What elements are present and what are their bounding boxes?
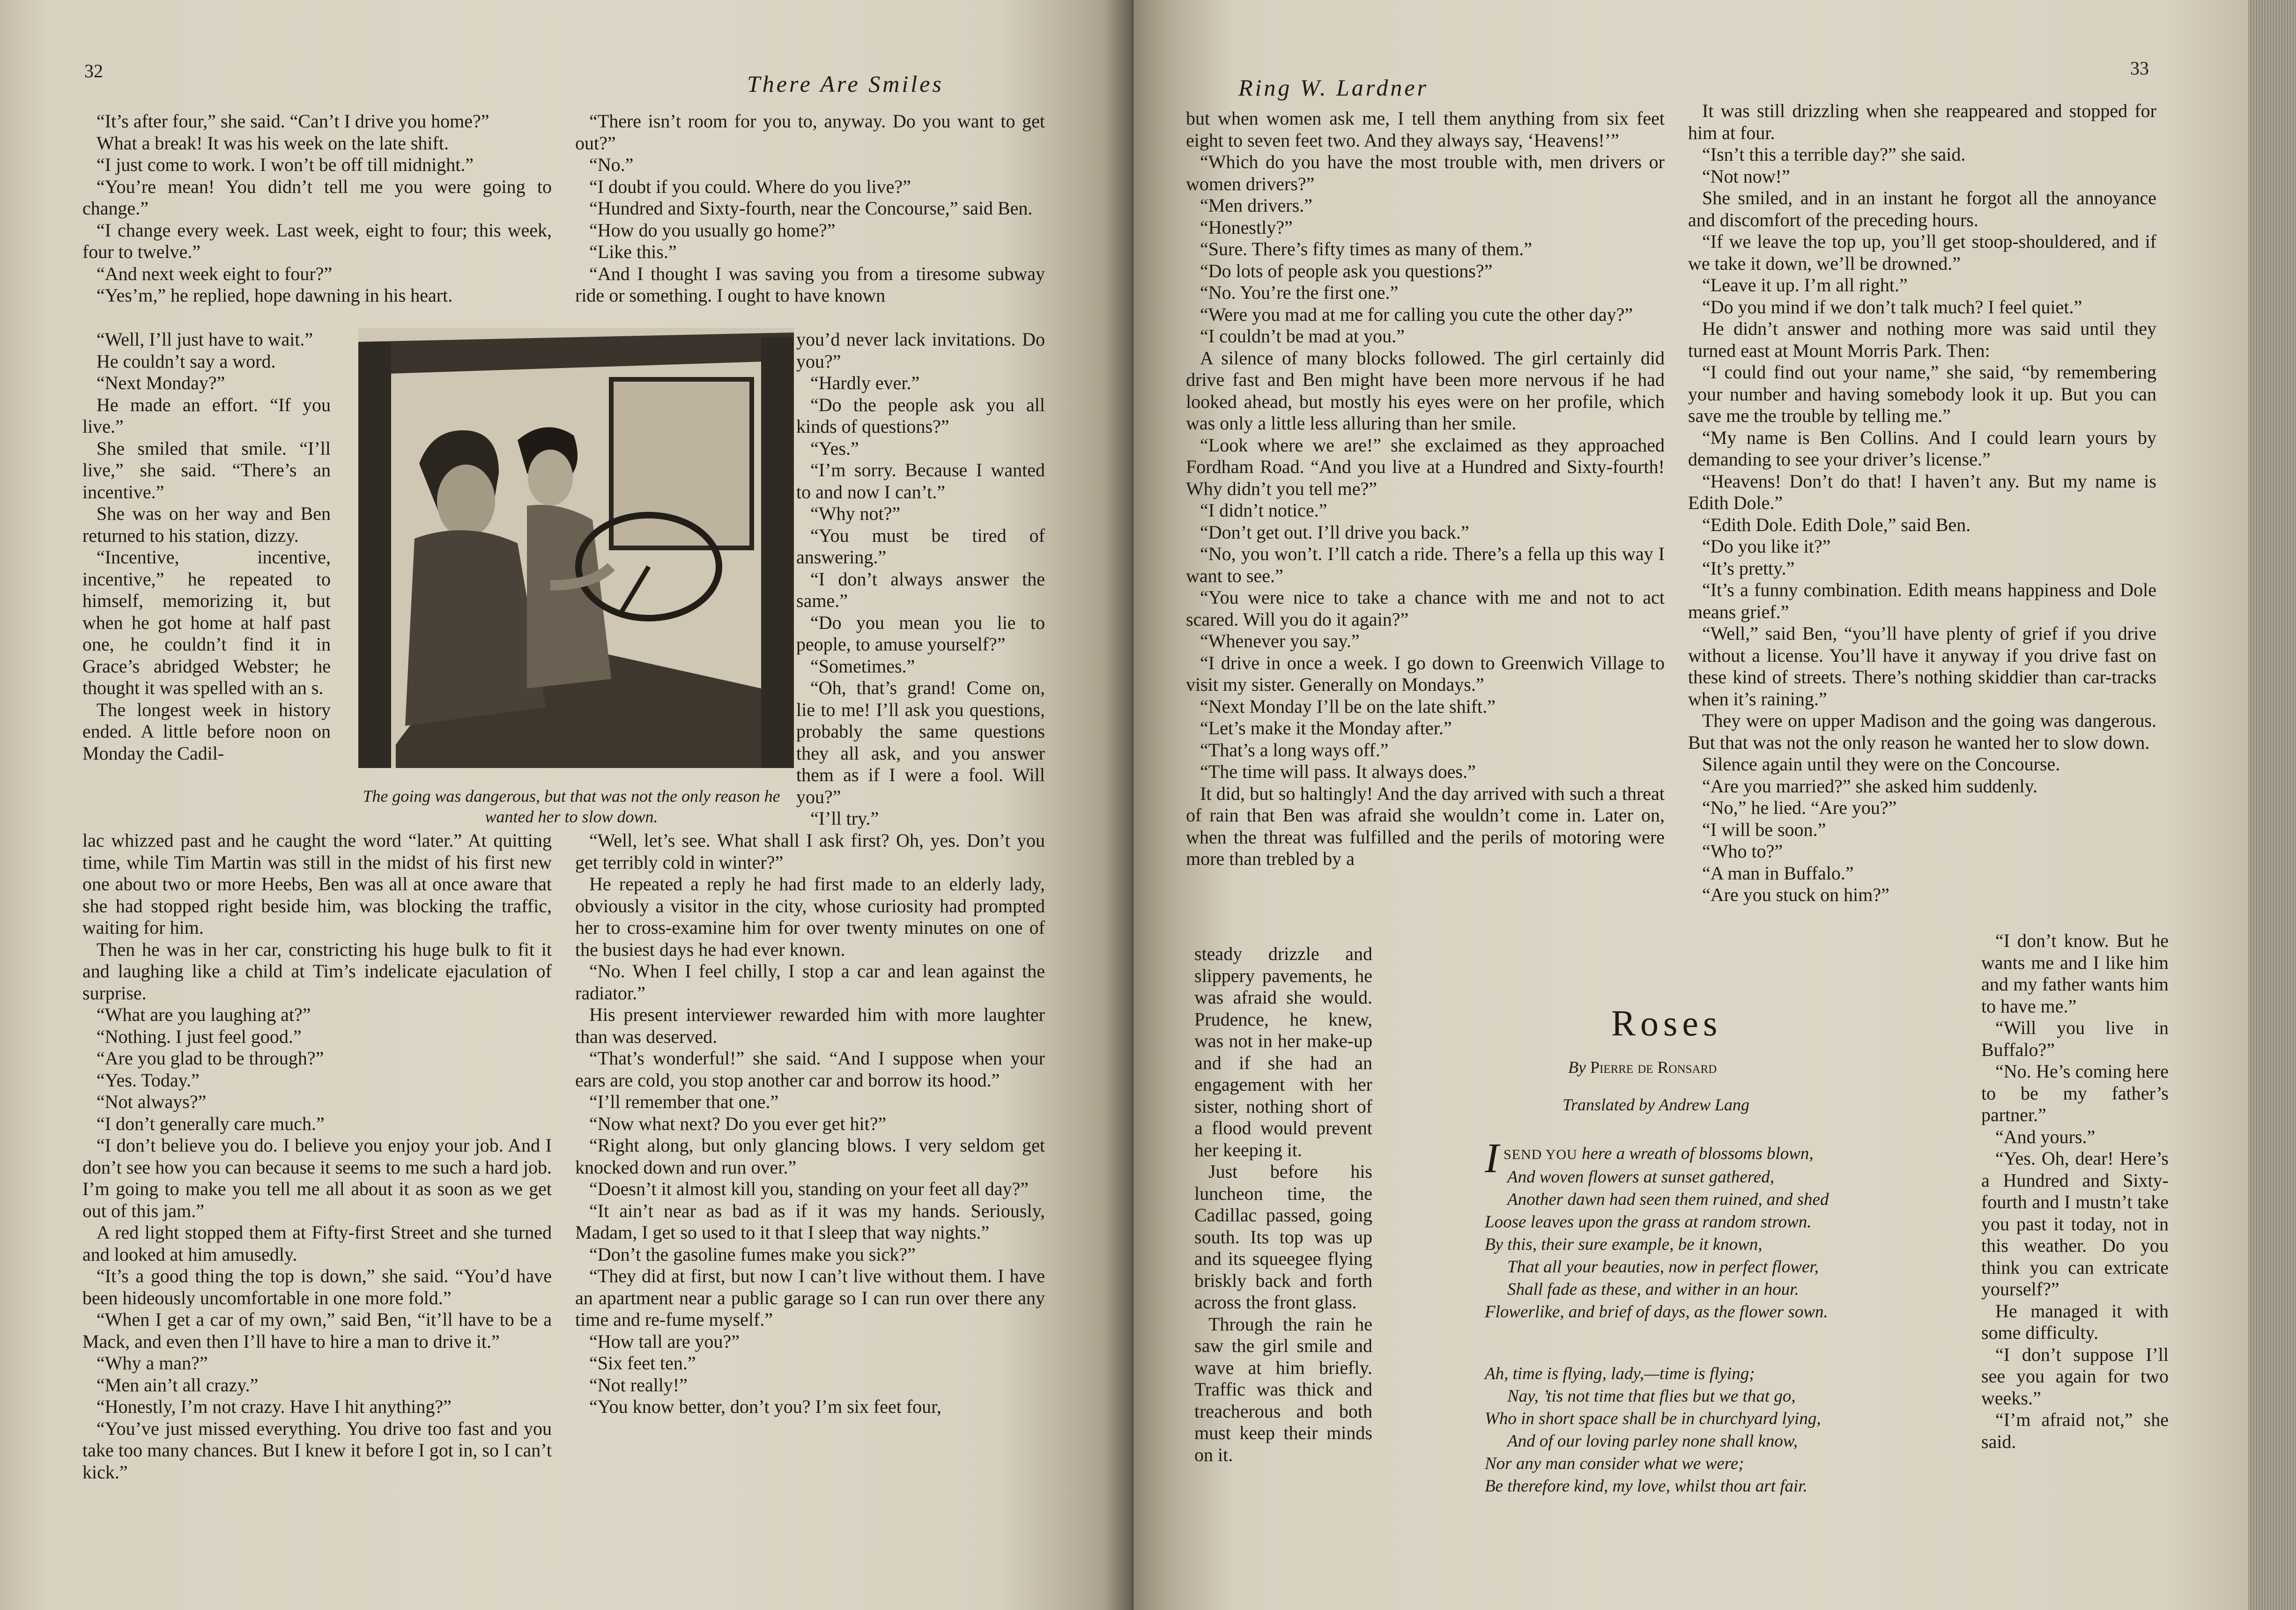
paragraph: Just before his luncheon time, the Cadillac passed, going south. Its top was up and its squeegee flying briskly back and forth across the front glass. [1194,1161,1372,1313]
paragraph: “I’m sorry. Because I wanted to and now I can’t.” [796,459,1045,502]
paragraph: He managed it with some difficulty. [1981,1300,2169,1343]
left-page [0,0,1133,1610]
paragraph: “It’s a good thing the top is down,” she said. “You’d have been hideously uncomfortable in one more fold.” [82,1265,552,1308]
page-edges [2248,0,2296,1610]
paragraph: He repeated a reply he had first made to an elderly lady, obviously a visitor in the city, whose curiosity had prompted her to cross-examine him for over twenty minutes on one of the busiest days he had ever known. [575,873,1045,960]
running-head-left: There Are Smiles [747,71,944,97]
col1-bottom [82,830,552,1483]
paragraph: He couldn’t say a word. [96,350,276,372]
poem-line: Nor any man consider what we were; [1485,1454,1744,1473]
paragraph: She was on her way and Ben returned to his station, dizzy. [82,503,331,546]
paragraph: “That’s a long ways off.” [1200,739,1389,761]
paragraph: “I don’t generally care much.” [96,1113,325,1134]
paragraph: “Are you stuck on him?” [1702,884,1889,905]
col2-narrow [796,329,1045,830]
col3-top [1186,108,1665,870]
paragraph: “Like this.” [589,241,677,262]
poem-line: And woven flowers at sunset gathered, [1507,1167,1775,1187]
poem-line: Who in short space shall be in churchyard lying, [1485,1409,1821,1428]
byline-by: By [1568,1058,1586,1077]
col3-narrow [1194,943,1372,1466]
paragraph: “Look where we are!” she exclaimed as they approached Fordham Road. “And you live at a Hundred and Sixty-fourth! Why didn’t you tell me?” [1186,434,1665,499]
poem-byline [1568,1057,1717,1077]
paragraph: “What are you laughing at?” [96,1004,311,1025]
paragraph: Through the rain he saw the girl smile and wave at him briefly. Traffic was thick and treacherous and both must keep their minds on it. [1194,1313,1372,1465]
paragraph: “It’s pretty.” [1702,557,1795,579]
paragraph: She smiled that smile. “I’ll live,” she said. “There’s an incentive.” [82,437,331,502]
paragraph: “Let’s make it the Monday after.” [1200,717,1452,739]
paragraph: “They did at first, but now I can’t live without them. I have an apartment near a public garage so I can run over there any time and re-fume myself.” [575,1265,1045,1330]
paragraph: “It’s a funny combination. Edith means happiness and Dole means grief.” [1688,579,2156,622]
paragraph: “Isn’t this a terrible day?” she said. [1702,144,1966,165]
paragraph: “Don’t get out. I’ll drive you back.” [1200,521,1469,543]
paragraph: “Are you glad to be through?” [96,1048,324,1069]
paragraph: “How tall are you?” [589,1330,740,1352]
paragraph: “Honestly, I’m not crazy. Have I hit anything?” [96,1396,452,1417]
paragraph: “No, you won’t. I’ll catch a ride. There’s a fella up this way I want to see.” [1186,543,1665,586]
paragraph: “I don’t suppose I’ll see you again for two weeks.” [1981,1344,2169,1409]
paragraph: “Next Monday?” [96,372,225,393]
col1-top [82,111,552,307]
paragraph: “Why a man?” [96,1352,208,1374]
car-pillar-left [358,342,391,768]
paragraph: “You’re mean! You didn’t tell me you were going to change.” [82,176,552,219]
poem-line: Another dawn had seen them ruined, and shed [1507,1190,1829,1209]
paragraph: “Do lots of people ask you questions?” [1200,260,1493,281]
paragraph: What a break! It was his week on the late shift. [96,132,449,154]
poem-line: And of our loving parley none shall know, [1507,1432,1798,1451]
paragraph: “Well, let’s see. What shall I ask first? Oh, yes. Don’t you get terribly cold in winter?” [575,830,1045,873]
paragraph: “Don’t the gasoline fumes make you sick?” [589,1243,916,1265]
poem-first-words: SEND YOU [1503,1147,1578,1162]
paragraph: “Well,” said Ben, “you’ll have plenty of grief if you drive without a license. You’ll have it anyway if you drive fast on these kind of streets. There’s nothing skiddier than car-tracks when it’s raining.” [1688,623,2156,709]
paragraph: “I don’t believe you do. I believe you enjoy your job. And I don’t see how you can because it seems to me such a hard job. I’m going to make you tell me all about it as soon as we get out of this jam.” [82,1135,552,1221]
poem-line: Nay, ’tis not time that flies but we that go, [1507,1387,1796,1406]
paragraph: “I just come to work. I won’t be off till midnight.” [96,154,474,175]
paragraph: “My name is Ben Collins. And I could learn yours by demanding to see your driver’s license.” [1688,427,2156,470]
paragraph: His present interviewer rewarded him with more laughter than was deserved. [575,1004,1045,1047]
paragraph: “When I get a car of my own,” said Ben, “it’ll have to be a Mack, and even then I’ll have to hire a man to drive it.” [82,1309,552,1352]
paragraph: “Men ain’t all crazy.” [96,1374,259,1396]
paragraph: “And I thought I was saving you from a tiresome subway ride or something. I ought to have known [575,263,1045,306]
paragraph: A red light stopped them at Fifty-first Street and she turned and looked at him amusedly. [82,1222,552,1265]
paragraph: “Yes’m,” he replied, hope dawning in his heart. [96,285,453,306]
paragraph: “No,” he lied. “Are you?” [1702,797,1897,818]
paragraph: It did, but so haltingly! And the day arrived with such a threat of rain that Ben was afraid she wouldn’t come in. Later on, when the threat was fulfilled and the perils of motoring were more than trebled by a [1186,783,1665,869]
paragraph: “Sure. There’s fifty times as many of them.” [1200,238,1533,259]
poem-translator: Translated by Andrew Lang [1563,1095,1750,1114]
paragraph: “Who to?” [1702,841,1783,862]
paragraph: “Are you married?” she asked him suddenly. [1702,775,2038,797]
paragraph: “I don’t always answer the same.” [796,568,1045,611]
paragraph: “I couldn’t be mad at you.” [1200,325,1405,347]
car-pillar-right [761,337,794,768]
paragraph: “Which do you have the most trouble with, men drivers or women drivers?” [1186,151,1665,194]
car-illustration [349,323,803,805]
page-number-right: 33 [2130,58,2149,79]
paragraph: “Right along, but only glancing blows. I very seldom get knocked down and run over.” [575,1135,1045,1178]
col4-top [1688,100,2156,906]
paragraph: “Well, I’ll just have to wait.” [96,329,313,350]
poem-line: Be therefore kind, my love, whilst thou art fair. [1485,1477,1807,1496]
paragraph: “You’ve just missed everything. You drive too fast and you take too many chances. But I knew it before I got in, so I can’t kick.” [82,1418,552,1483]
paragraph: A silence of many blocks followed. The girl certainly did drive fast and Ben might have been more nervous if he had looked ahead, but mostly his eyes were on her profile, which was only a little less alluring than her smile. [1186,347,1665,434]
paragraph: “If we leave the top up, you’ll get stoop-shouldered, and if we take it down, we’ll be drowned.” [1688,231,2156,274]
poem-line: Ah, time is flying, lady,—time is flying; [1485,1364,1755,1383]
paragraph: They were on upper Madison and the going was dangerous. But that was not the only reason he wanted her to slow down. [1688,710,2156,753]
paragraph: “I’m afraid not,” she said. [1981,1409,2169,1452]
paragraph: “Not really!” [589,1374,688,1396]
paragraph: “Men drivers.” [1200,195,1312,216]
page-number-left: 32 [84,60,103,81]
paragraph: “And next week eight to four?” [96,263,333,284]
paragraph: “You know better, don’t you? I’m six feet four, [589,1396,941,1417]
paragraph: “No. He’s coming here to be my father’s partner.” [1981,1061,2169,1125]
paragraph: Then he was in her car, constricting his huge bulk to fit it and laughing like a child at Tim’s indelicate ejaculation of surprise. [82,938,552,1004]
poem-stanza-1 [1485,1135,1902,1323]
paragraph: “Not always?” [96,1091,207,1112]
paragraph: “Yes. Today.” [96,1069,200,1091]
paragraph: “It’s after four,” she said. “Can’t I drive you home?” [96,111,489,132]
paragraph: “I could find out your name,” she said, “by remembering your number and having somebody look it up. But you can save me the trouble by telling me.” [1688,362,2156,426]
paragraph: He made an effort. “If you live.” [82,394,331,437]
paragraph: “That’s wonderful!” she said. “And I suppose when your ears are cold, you stop another car and borrow its hood.” [575,1048,1045,1091]
poem-line-text: here a wreath of blossoms blown, [1577,1144,1814,1163]
paragraph: “No. When I feel chilly, I stop a car and lean against the radiator.” [575,960,1045,1004]
paragraph: “You must be tired of answering.” [796,524,1045,568]
paragraph: “I’ll remember that one.” [589,1091,779,1112]
paragraph: “Yes. Oh, dear! Here’s a Hundred and Sixty-fourth and I mustn’t take you past it today, not in this weather. Do you think you can extricate yourself?” [1981,1148,2169,1300]
paragraph: “Six feet ten.” [589,1352,696,1374]
paragraph: “Honestly?” [1200,216,1293,238]
paragraph: “Sometimes.” [810,655,915,677]
paragraph: He didn’t answer and nothing more was said until they turned east at Mount Morris Park. Then: [1688,318,2156,361]
paragraph: but when women ask me, I tell them anything from six feet eight to seven feet two. And they always say, ‘Heavens!’” [1186,108,1665,151]
paragraph: “Leave it up. I’m all right.” [1702,274,1908,295]
paragraph: It was still drizzling when she reappeared and stopped for him at four. [1688,100,2156,143]
driver-face [437,465,495,538]
paragraph: “Were you mad at me for calling you cute the other day?” [1200,303,1633,325]
paragraph: “I will be soon.” [1702,819,1826,840]
paragraph: “How do you usually go home?” [589,219,836,241]
paragraph: “Edith Dole. Edith Dole,” said Ben. [1702,514,1971,535]
poem-line: Flowerlike, and brief of days, as the flower sown. [1485,1302,1828,1322]
paragraph: “Incentive, incentive, incentive,” he repeated to himself, memorizing it, but when he got home at half past one, he couldn’t find it in Grace’s abridged Webster; he thought it was spelled with an s. [82,547,331,698]
col1-narrow [82,329,331,764]
paragraph: “Do you mind if we don’t talk much? I feel quiet.” [1702,296,2082,318]
col4-narrow [1981,930,2169,1453]
paragraph: “Do the people ask you all kinds of questions?” [796,394,1045,437]
paragraph: She smiled, and in an instant he forgot all the annoyance and discomfort of the preceding hours. [1688,187,2156,230]
illustration-caption: The going was dangerous, but that was not the only reason he wanted her to slow down. [363,787,780,826]
paragraph: “Hundred and Sixty-fourth, near the Concourse,” said Ben. [589,198,1033,219]
paragraph: “The time will pass. It always does.” [1200,761,1476,782]
paragraph: “Whenever you say.” [1200,630,1360,651]
paragraph: “Hardly ever.” [810,372,920,393]
paragraph: “I didn’t notice.” [1200,500,1327,521]
poem-line: Loose leaves upon the grass at random strown. [1485,1212,1812,1232]
paragraph: steady drizzle and slippery pavements, he was afraid she would. Prudence, he knew, was not in her make-up and if she had an engagement with her sister, nothing short of a flood would prevent her keeping it. [1194,943,1372,1160]
paragraph: “Will you live in Buffalo?” [1981,1017,2169,1060]
paragraph: “I drive in once a week. I go down to Greenwich Village to visit my sister. Generally on Mondays.” [1186,652,1665,695]
poem-title: Roses [1611,1003,1722,1043]
paragraph: “No. You’re the first one.” [1200,282,1399,303]
paragraph: “I doubt if you could. Where do you live?” [589,176,911,197]
poem-line: That all your beauties, now in perfect flower, [1507,1257,1819,1277]
poem-line: By this, their sure example, be it known, [1485,1235,1763,1254]
col2-bottom [575,830,1045,1418]
paragraph: “Heavens! Don’t do that! I haven’t any. But my name is Edith Dole.” [1688,470,2156,513]
paragraph: Silence again until they were on the Concourse. [1702,753,2060,775]
drop-cap: I [1485,1135,1499,1182]
paragraph: “It ain’t near as bad as if it was my hands. Seriously, Madam, I get so used to it that I sleep that way nights.” [575,1200,1045,1243]
col2-top [575,111,1045,307]
paragraph: “I change every week. Last week, eight to four; this week, four to twelve.” [82,219,552,262]
paragraph: “Why not?” [810,503,901,524]
poem-stanza-2 [1485,1363,1902,1498]
paragraph: “And yours.” [1995,1126,2096,1147]
paragraph: The longest week in history ended. A little before noon on Monday the Cadil- [82,699,331,764]
paragraph: “No.” [589,154,634,175]
woman-face [528,450,573,506]
paragraph: “I don’t know. But he wants me and I like him and my father wants him to have me.” [1981,930,2169,1017]
paragraph: “Doesn’t it almost kill you, standing on your feet all day?” [589,1178,1029,1199]
paragraph: lac whizzed past and he caught the word “later.” At quitting time, while Tim Martin was still in the midst of his first new one about two or more Heebs, Ben was all at once aware that she had stopped right beside him, was blocking the traffic, waiting for him. [82,830,552,938]
running-head-right: Ring W. Lardner [1238,74,1429,101]
paragraph: “You were nice to take a chance with me and not to act scared. Will you do it again?” [1186,587,1665,630]
paragraph: “Oh, that’s grand! Come on, lie to me! I’ll ask you questions, probably the same questions they all ask, and you answer them as if I were a fool. Will you?” [796,677,1045,807]
paragraph: “Do you mean you lie to people, to amuse yourself?” [796,612,1045,655]
paragraph: “Now what next? Do you ever get hit?” [589,1113,887,1134]
paragraph: “Yes.” [810,437,859,459]
paragraph: “Not now!” [1702,165,1790,187]
poem-author: Pierre de Ronsard [1590,1058,1717,1077]
paragraph: “Nothing. I just feel good.” [96,1026,302,1047]
paragraph: “Next Monday I’ll be on the late shift.” [1200,695,1496,717]
paragraph: “There isn’t room for you to, anyway. Do you want to get out?” [575,111,1045,154]
poem-line: Shall fade as these, and wither in an hour. [1507,1280,1799,1299]
paragraph: “I’ll try.” [810,808,879,829]
paragraph: “Do you like it?” [1702,536,1831,557]
paragraph: you’d never lack invitations. Do you?” [796,329,1045,372]
paragraph: “A man in Buffalo.” [1702,862,1854,884]
